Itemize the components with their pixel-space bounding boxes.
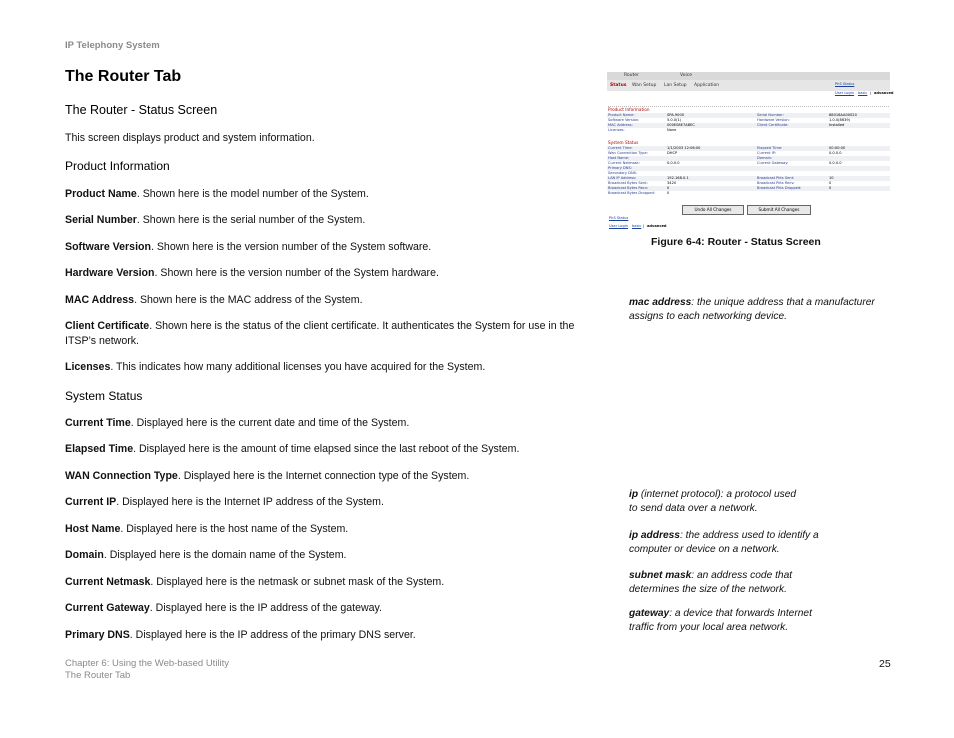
field-value: 0.0.0.0 [829, 151, 842, 155]
section-subheading: The Router - Status Screen [65, 103, 218, 117]
term: Software Version [65, 241, 151, 253]
glossary-term: ip address [629, 530, 680, 541]
field-label: Broadcast Bytes Sent: [608, 181, 648, 185]
glossary-term: ip [629, 489, 639, 500]
page-title: The Router Tab [65, 68, 182, 85]
definition-current-ip [65, 495, 580, 510]
top-tab-bar [607, 72, 890, 80]
system-status-row [607, 191, 890, 196]
field-label: MAC Address: [608, 123, 633, 127]
definition-serial-number [65, 213, 580, 228]
glossary-definition: : the address used to identify a computer or device on a network. [629, 530, 819, 555]
field-label: Host Name: [608, 156, 630, 160]
product-info-row [607, 128, 890, 133]
tab-application[interactable]: Application [694, 83, 720, 88]
field-value: SPA-9000 [667, 113, 685, 117]
definition-product-name [65, 187, 580, 202]
term: Hardware Version [65, 267, 155, 279]
glossary-gateway [629, 607, 834, 635]
field-value: 1.0.0(8639) [829, 118, 851, 122]
definition-current-time [65, 416, 580, 431]
submit-all-changes-button[interactable]: Submit All Changes [747, 205, 811, 215]
field-label: Serial Number: [757, 113, 784, 117]
field-value: 192.168.0.1 [667, 176, 689, 180]
definition: . Shown here is the serial number of the System. [136, 214, 366, 226]
field-value: 88016AA00020 [829, 113, 857, 117]
term: MAC Address [65, 294, 135, 306]
footer-link-separator: | [643, 224, 645, 228]
definition-mac-address [65, 293, 580, 308]
advanced-link[interactable]: advanced [874, 91, 894, 95]
field-value: 0 [667, 186, 670, 190]
field-label: Client Certificate: [757, 123, 789, 127]
term: Licenses [65, 361, 111, 373]
tab-status[interactable]: Status [610, 83, 627, 88]
definition-licenses [65, 360, 580, 375]
field-label: Broadcast Pkts Sent: [757, 176, 795, 180]
definition: . Displayed here is the host name of the System. [120, 523, 349, 535]
footer-phone-status-link[interactable]: PhS Status [609, 216, 629, 220]
field-label: Licenses: [608, 128, 625, 132]
field-label: Current Gateway: [757, 161, 789, 165]
glossary-ip-address [629, 529, 829, 557]
field-label: Broadcast Bytes Recv: [608, 186, 649, 190]
system-status-section-title: System Status [608, 140, 639, 145]
field-value: 0.0.0.0 [829, 161, 842, 165]
term: Current IP [65, 496, 117, 508]
divider [608, 106, 889, 107]
term: Host Name [65, 523, 121, 535]
field-label: LAN IP Address: [608, 176, 637, 180]
term: Domain [65, 549, 104, 561]
term: Primary DNS [65, 629, 130, 641]
field-label: Broadcast Pkts Recv: [757, 181, 795, 185]
field-label: Current Netmask: [608, 161, 640, 165]
definition-elapsed-time [65, 442, 580, 457]
term: Elapsed Time [65, 443, 134, 455]
definition: . Displayed here is the Internet IP address of the System. [116, 496, 384, 508]
glossary-ip [629, 488, 799, 516]
field-value: 00:00:00 [829, 146, 846, 150]
glossary-definition: (internet protocol): a protocol used to send data over a network. [629, 489, 797, 514]
router-status-screenshot [607, 72, 894, 232]
definition: . Shown here is the version number of the System hardware. [154, 267, 439, 279]
definition: . Shown here is the model number of the System. [136, 188, 369, 200]
term: Current Time [65, 417, 131, 429]
footer-chapter: Chapter 6: Using the Web-based Utility [65, 658, 230, 669]
field-value: 0 [829, 186, 832, 190]
definition: . Shown here is the version number of the System software. [150, 241, 432, 253]
field-value: 0 [829, 181, 832, 185]
field-label: Elapsed Time: [757, 146, 783, 150]
field-value: 0.0.0.0 [667, 161, 680, 165]
field-label: Primary DNS: [608, 166, 632, 170]
footer-basic-link[interactable]: basic [632, 224, 642, 228]
tab-voice[interactable]: Voice [680, 73, 692, 78]
glossary-term: mac address [629, 297, 692, 308]
term: Serial Number [65, 214, 137, 226]
definition-wan-connection-type [65, 469, 580, 484]
footer-advanced-link[interactable]: advanced [647, 224, 667, 228]
glossary-mac-address [629, 296, 889, 324]
undo-all-changes-button[interactable]: Undo All Changes [682, 205, 744, 215]
definition-current-netmask [65, 575, 580, 590]
tab-wan-setup[interactable]: Wan Setup [632, 83, 657, 88]
system-status-heading: System Status [65, 389, 143, 403]
glossary-definition: : the unique address that a manufacturer assigns to each networking device. [629, 297, 875, 322]
term: WAN Connection Type [65, 470, 178, 482]
term: Client Certificate [65, 320, 150, 332]
glossary-definition: : a device that forwards Internet traffic from your local area network. [629, 608, 812, 633]
definition: . Displayed here is the amount of time elapsed since the last reboot of the System. [133, 443, 520, 455]
field-value: 10 [829, 176, 834, 180]
field-value: 000E08E7A8EC [667, 123, 695, 127]
field-value: Installed [829, 123, 845, 127]
field-label: Broadcast Bytes Dropped: [608, 191, 656, 195]
page-footer [65, 658, 229, 681]
field-value: None [667, 128, 677, 132]
field-label: Current Time: [608, 146, 633, 150]
definition: . Displayed here is the netmask or subnet mask of the System. [150, 576, 445, 588]
definition: . Displayed here is the IP address of the gateway. [149, 602, 382, 614]
definition-primary-dns [65, 628, 580, 643]
field-value: 0 [667, 191, 670, 195]
field-label: Current IP: [757, 151, 777, 155]
definition: . Displayed here is the current date and time of the System. [130, 417, 410, 429]
definition: . Shown here is the status of the client certificate. It authenticates the System for use in the ITSP’s network. [65, 320, 575, 347]
definition: . Shown here is the MAC address of the System. [134, 294, 363, 306]
tab-lan-setup[interactable]: Lan Setup [664, 83, 687, 88]
product-info-heading: Product Information [65, 159, 170, 173]
definition-hardware-version [65, 266, 580, 281]
field-value: 5.0.0(1) [667, 118, 682, 122]
definition-current-gateway [65, 601, 580, 616]
field-label: Wan Connection Type: [608, 151, 648, 155]
field-label: Domain: [757, 156, 773, 160]
field-value: DHCP [667, 151, 678, 155]
glossary-term: gateway [629, 608, 670, 619]
definition: . Displayed here is the IP address of the primary DNS server. [129, 629, 416, 641]
definition-domain [65, 548, 580, 563]
definition-client-certificate [65, 319, 580, 349]
definition: . Displayed here is the domain name of the System. [103, 549, 347, 561]
user-login-link[interactable]: User Login [835, 91, 855, 95]
term: Current Netmask [65, 576, 151, 588]
definition-software-version [65, 240, 580, 255]
field-value: 3420 [667, 181, 677, 185]
footer-user-login-link[interactable]: User Login [609, 224, 629, 228]
field-label: Hardware Version: [757, 118, 790, 122]
product-info-section-title: Product Information [608, 107, 650, 112]
figure-caption: Figure 6-4: Router - Status Screen [651, 236, 821, 248]
field-value: 1/1/2003 12:06:00 [667, 146, 701, 150]
running-header: IP Telephony System [65, 40, 160, 51]
link-separator: | [870, 91, 872, 95]
field-label: Software Version: [608, 118, 640, 122]
glossary-term: subnet mask [629, 570, 692, 581]
definition: . This indicates how many additional licenses you have acquired for the System. [110, 361, 486, 373]
term: Current Gateway [65, 602, 150, 614]
glossary-definition: : an address code that determines the size of the network. [629, 570, 793, 595]
footer-section: The Router Tab [65, 669, 131, 681]
intro-paragraph: This screen displays product and system information. [65, 132, 315, 144]
term: Product Name [65, 188, 137, 200]
phone-status-link[interactable]: PhS Status [835, 82, 855, 86]
basic-link[interactable]: basic [858, 91, 868, 95]
field-label: Broadcast Pkts Dropped: [757, 186, 802, 190]
field-label: Secondary DNS: [608, 171, 638, 175]
tab-router[interactable]: Router [624, 73, 639, 78]
definition-host-name [65, 522, 580, 537]
definition: . Displayed here is the Internet connection type of the System. [177, 470, 470, 482]
glossary-subnet-mask [629, 569, 809, 597]
page-number: 25 [879, 658, 891, 670]
field-label: Product Name: [608, 113, 635, 117]
